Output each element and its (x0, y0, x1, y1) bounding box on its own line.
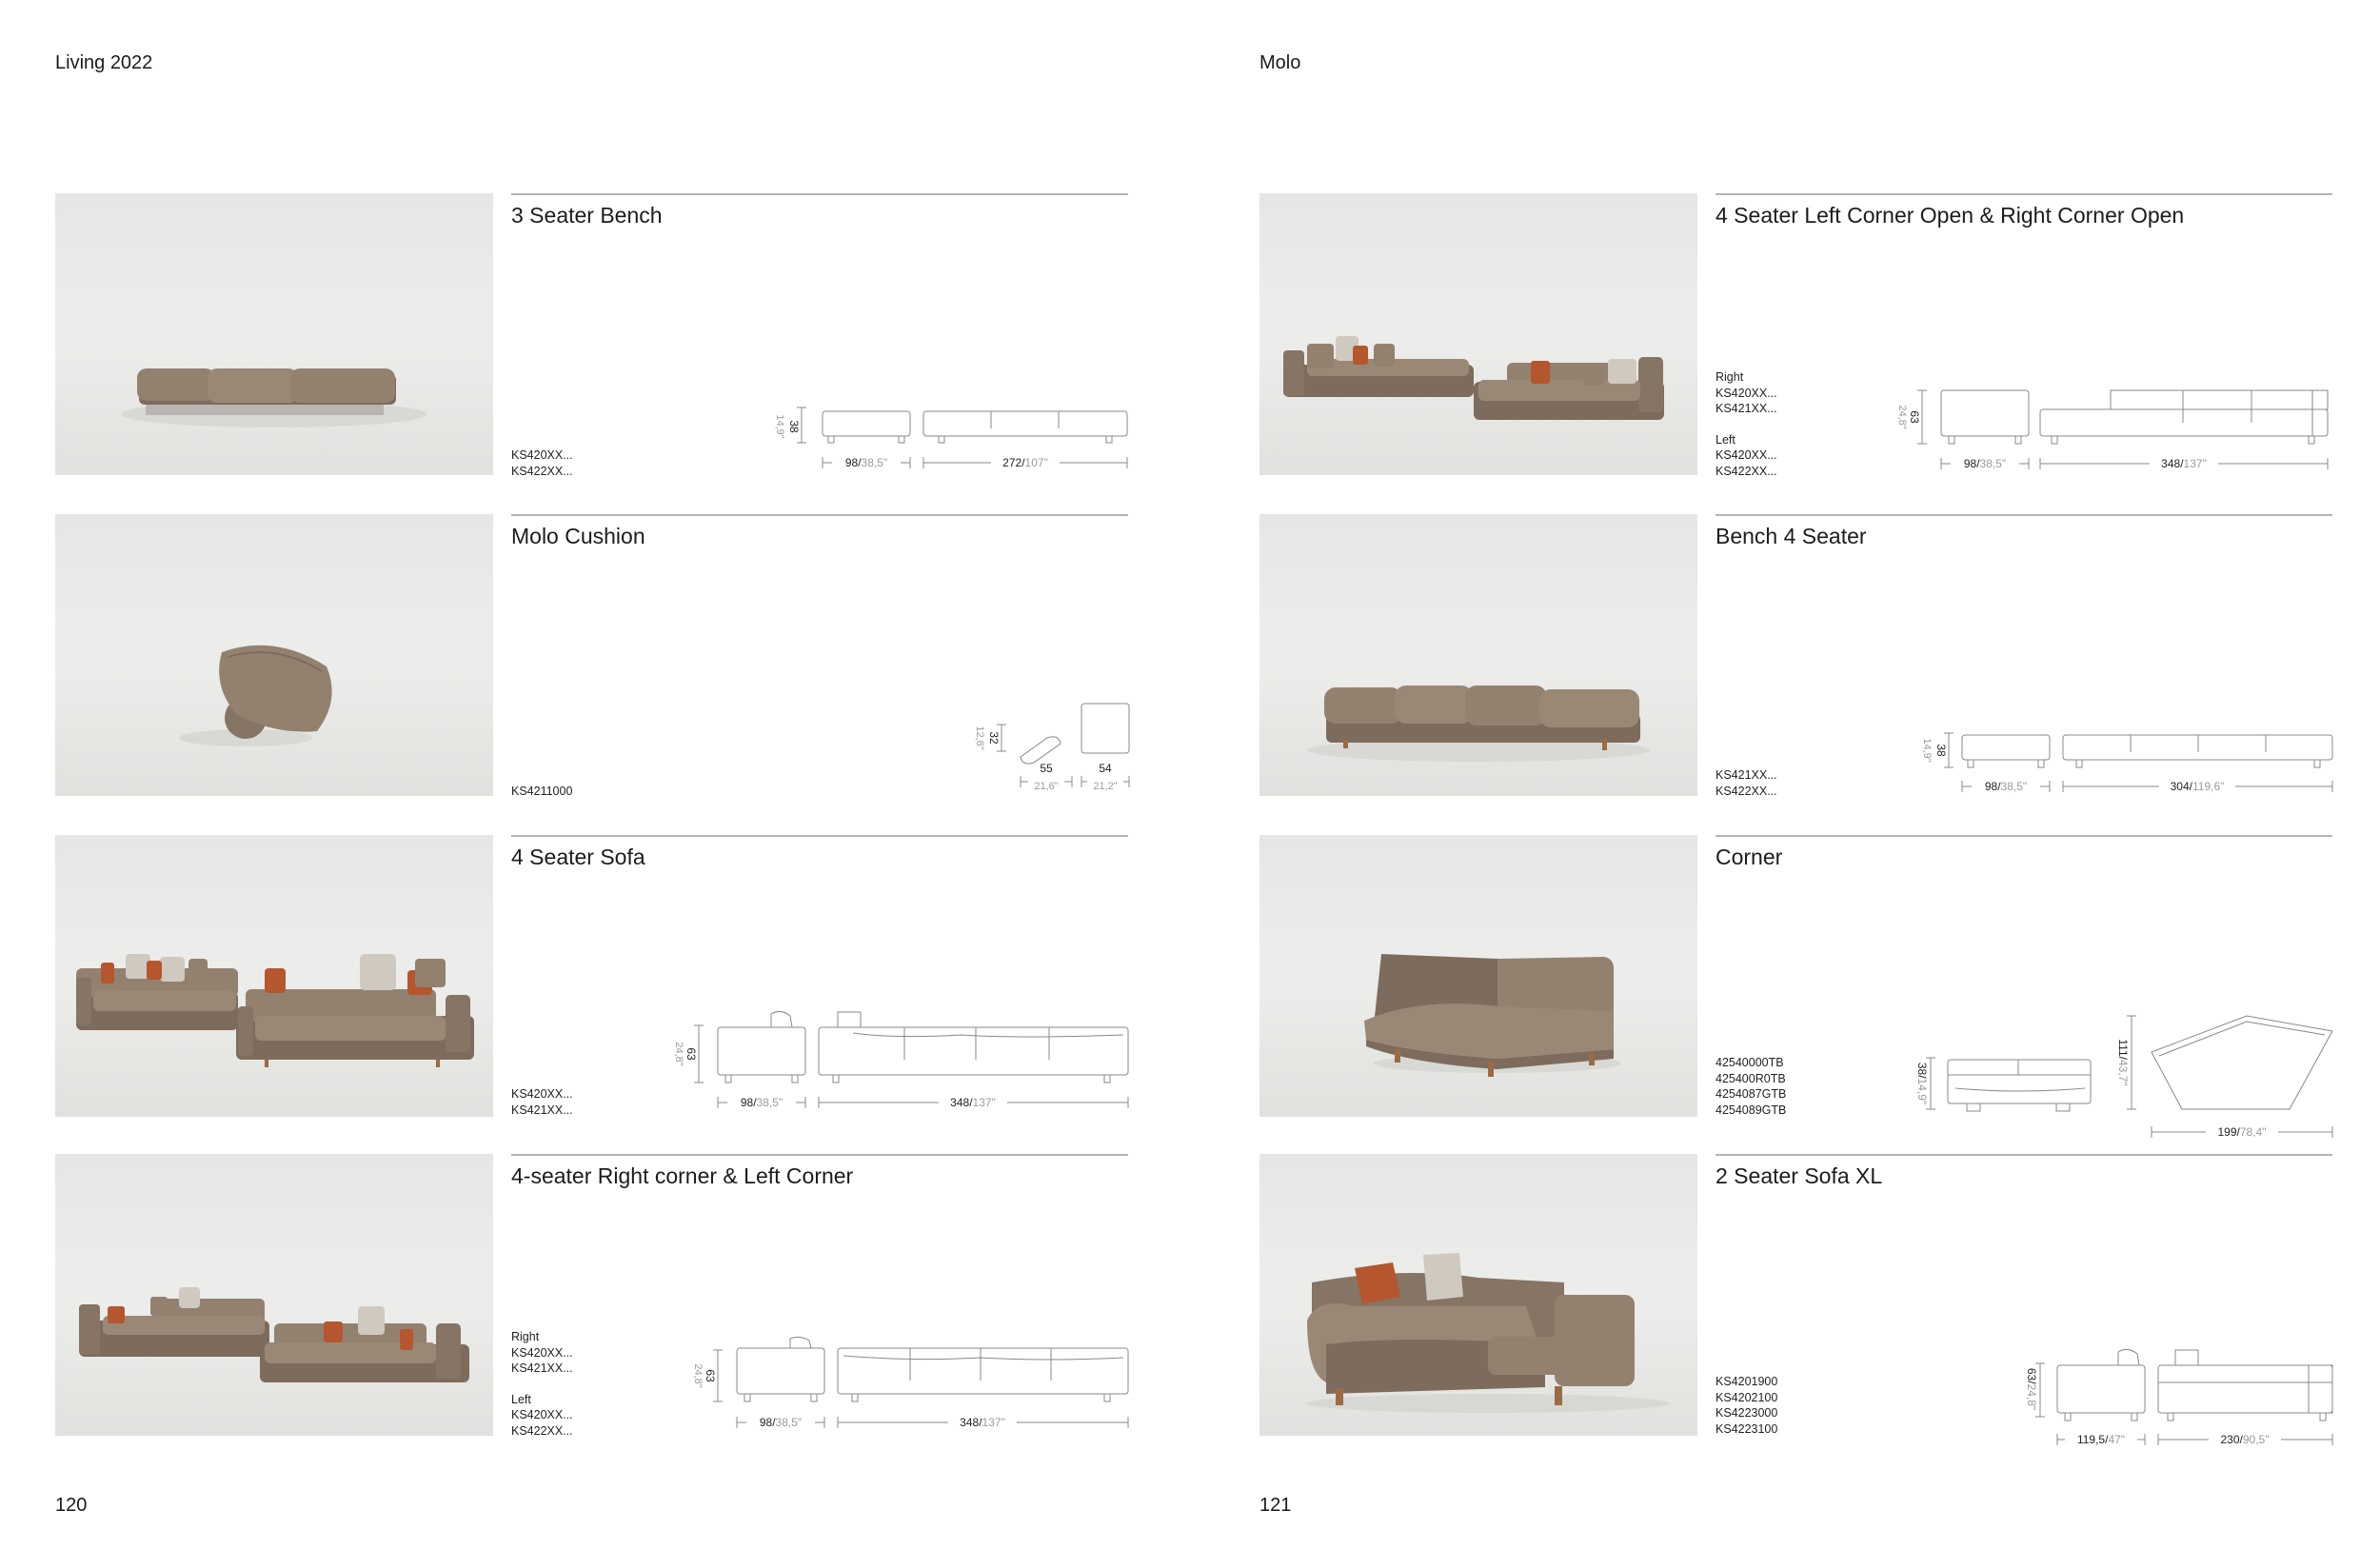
svg-text:63/24,8": 63/24,8" (2025, 1367, 2038, 1411)
svg-text:348/137": 348/137" (2161, 457, 2207, 470)
product-photo-3-seater-bench (55, 193, 493, 475)
product-codes: KS420XX... KS421XX... (511, 1087, 573, 1117)
dim-width-in: 137" (982, 1416, 1005, 1429)
divider (511, 1154, 1128, 1156)
dim-depth-in: 21,6" (1034, 781, 1059, 792)
dim-width: 272 (1002, 456, 1022, 469)
dim-width: 54 (1099, 762, 1112, 775)
dim-height-in: 14,9" (774, 414, 785, 439)
dim-width: 230 (2220, 1433, 2240, 1446)
product-codes: KS420XX... KS422XX... (511, 448, 573, 478)
product-title: 4 Seater Left Corner Open & Right Corner Open (1716, 203, 2185, 228)
dim-depth: 98 (1984, 780, 1998, 793)
dim-width-in: 21,2" (1093, 781, 1118, 792)
dim-width: 199 (2217, 1125, 2237, 1139)
svg-text:38/14,9": 38/14,9" (1915, 1062, 1929, 1105)
dim-depth-in: 38,5" (2000, 780, 2028, 793)
product-title: 2 Seater Sofa XL (1716, 1163, 1883, 1188)
svg-text:119,5/47": 119,5/47" (2076, 1433, 2126, 1446)
dimension-drawing (2023, 1344, 2337, 1449)
dim-height: 38 (1934, 744, 1948, 757)
product-photo-2-seater-sofa-xl (1259, 1154, 1697, 1436)
product-photo-corner (1259, 835, 1697, 1117)
svg-text:304/119,6": 304/119,6" (2170, 780, 2225, 793)
dim-width: 348 (960, 1416, 980, 1429)
dim-depth: 111 (2116, 1039, 2130, 1057)
dim-height-in: 14,9" (1915, 1078, 1929, 1105)
divider (1716, 193, 2332, 195)
dimension-drawing (952, 700, 1133, 795)
svg-text:111/43,7": 111/43,7" (2116, 1039, 2130, 1086)
dimension-drawing (1914, 1014, 2337, 1147)
dim-depth-in: 38,5" (775, 1416, 803, 1429)
product-photo-molo-cushion (55, 514, 493, 796)
product-codes: 42540000TB 425400R0TB 4254087GTB 4254089GTB (1716, 1056, 1787, 1117)
dim-height-in: 24,8" (2025, 1383, 2038, 1411)
page-number-left: 120 (55, 1495, 88, 1516)
product-title: 3 Seater Bench (511, 203, 663, 228)
svg-text:98/38,5": 98/38,5" (740, 1096, 783, 1109)
product-title: 4 Seater Sofa (511, 845, 645, 869)
dim-height-in: 12,6" (974, 725, 985, 750)
product-photo-4-seater-corner (55, 1154, 493, 1436)
dim-height-in: 24,8" (692, 1363, 704, 1388)
dim-depth-in: 47" (2108, 1433, 2126, 1446)
dim-width-in: 107" (1024, 456, 1048, 469)
dim-depth: 98 (1963, 457, 1977, 470)
dim-height: 63 (2025, 1367, 2038, 1381)
dim-height: 38 (787, 420, 801, 433)
dim-width: 304 (2170, 780, 2190, 793)
product-title: 4-seater Right corner & Left Corner (511, 1163, 854, 1188)
dimension-drawing (752, 400, 1133, 476)
dim-depth: 98 (759, 1416, 773, 1429)
dim-height: 63 (684, 1047, 698, 1061)
product-photo-bench-4-seater (1259, 514, 1697, 796)
dim-width-in: 119,6" (2192, 780, 2225, 793)
dim-depth: 119,5 (2076, 1433, 2106, 1446)
svg-text:348/137": 348/137" (950, 1096, 996, 1109)
dim-depth-in: 43,7" (2116, 1059, 2130, 1086)
dim-depth-in: 38,5" (756, 1096, 783, 1109)
divider (511, 514, 1128, 516)
dim-width: 348 (2161, 457, 2181, 470)
dimension-drawing (1896, 381, 2337, 481)
dim-width: 348 (950, 1096, 970, 1109)
product-title: Corner (1716, 845, 1783, 869)
divider (511, 835, 1128, 837)
product-codes: KS4201900 KS4202100 KS4223000 KS4223100 (1716, 1375, 1778, 1436)
dim-width-in: 137" (2183, 457, 2207, 470)
product-title: Bench 4 Seater (1716, 524, 1867, 548)
dim-height: 63 (704, 1369, 717, 1382)
dim-height-in: 14,9" (1921, 738, 1933, 763)
product-codes: Right KS420XX... KS421XX... Left KS420XX... KS422XX... (511, 1330, 573, 1438)
dim-height: 63 (1908, 410, 1921, 424)
divider (1716, 514, 2332, 516)
dimension-drawing (673, 1004, 1133, 1119)
dimension-drawing (692, 1333, 1133, 1438)
dim-depth-in: 38,5" (1979, 457, 2007, 470)
svg-text:98/38,5": 98/38,5" (844, 456, 888, 469)
running-head-right: Molo (1259, 52, 1301, 73)
dim-width-in: 78,4" (2239, 1125, 2267, 1139)
dim-height-in: 24,8" (1896, 405, 1908, 429)
svg-text:98/38,5": 98/38,5" (1963, 457, 2007, 470)
dim-height: 38 (1915, 1062, 1929, 1076)
dim-height: 32 (987, 731, 1001, 745)
svg-text:98/38,5": 98/38,5" (759, 1416, 803, 1429)
dim-depth: 98 (740, 1096, 754, 1109)
divider (1716, 1154, 2332, 1156)
svg-text:98/38,5": 98/38,5" (1984, 780, 2028, 793)
product-photo-4-seater-corner-open (1259, 193, 1697, 475)
product-photo-4-seater-sofa (55, 835, 493, 1117)
dim-height-in: 24,8" (673, 1042, 684, 1066)
svg-text:230/90,5": 230/90,5" (2220, 1433, 2270, 1446)
svg-text:199/78,4": 199/78,4" (2217, 1125, 2267, 1139)
dimension-drawing (1899, 724, 2337, 800)
running-head-left: Living 2022 (55, 52, 153, 73)
product-codes: KS421XX... KS422XX... (1716, 768, 1777, 798)
svg-text:272/107": 272/107" (1002, 456, 1048, 469)
product-title: Molo Cushion (511, 524, 645, 548)
svg-text:348/137": 348/137" (960, 1416, 1005, 1429)
dim-width-in: 90,5" (2242, 1433, 2270, 1446)
product-codes: KS4211000 (511, 785, 573, 798)
dim-width-in: 137" (972, 1096, 996, 1109)
dim-depth: 98 (844, 456, 859, 469)
page-number-right: 121 (1259, 1495, 1292, 1516)
divider (1716, 835, 2332, 837)
product-codes: Right KS420XX... KS421XX... Left KS420XX... KS422XX... (1716, 370, 1777, 478)
dim-depth: 55 (1040, 762, 1053, 775)
dim-depth-in: 38,5" (861, 456, 888, 469)
divider (511, 193, 1128, 195)
